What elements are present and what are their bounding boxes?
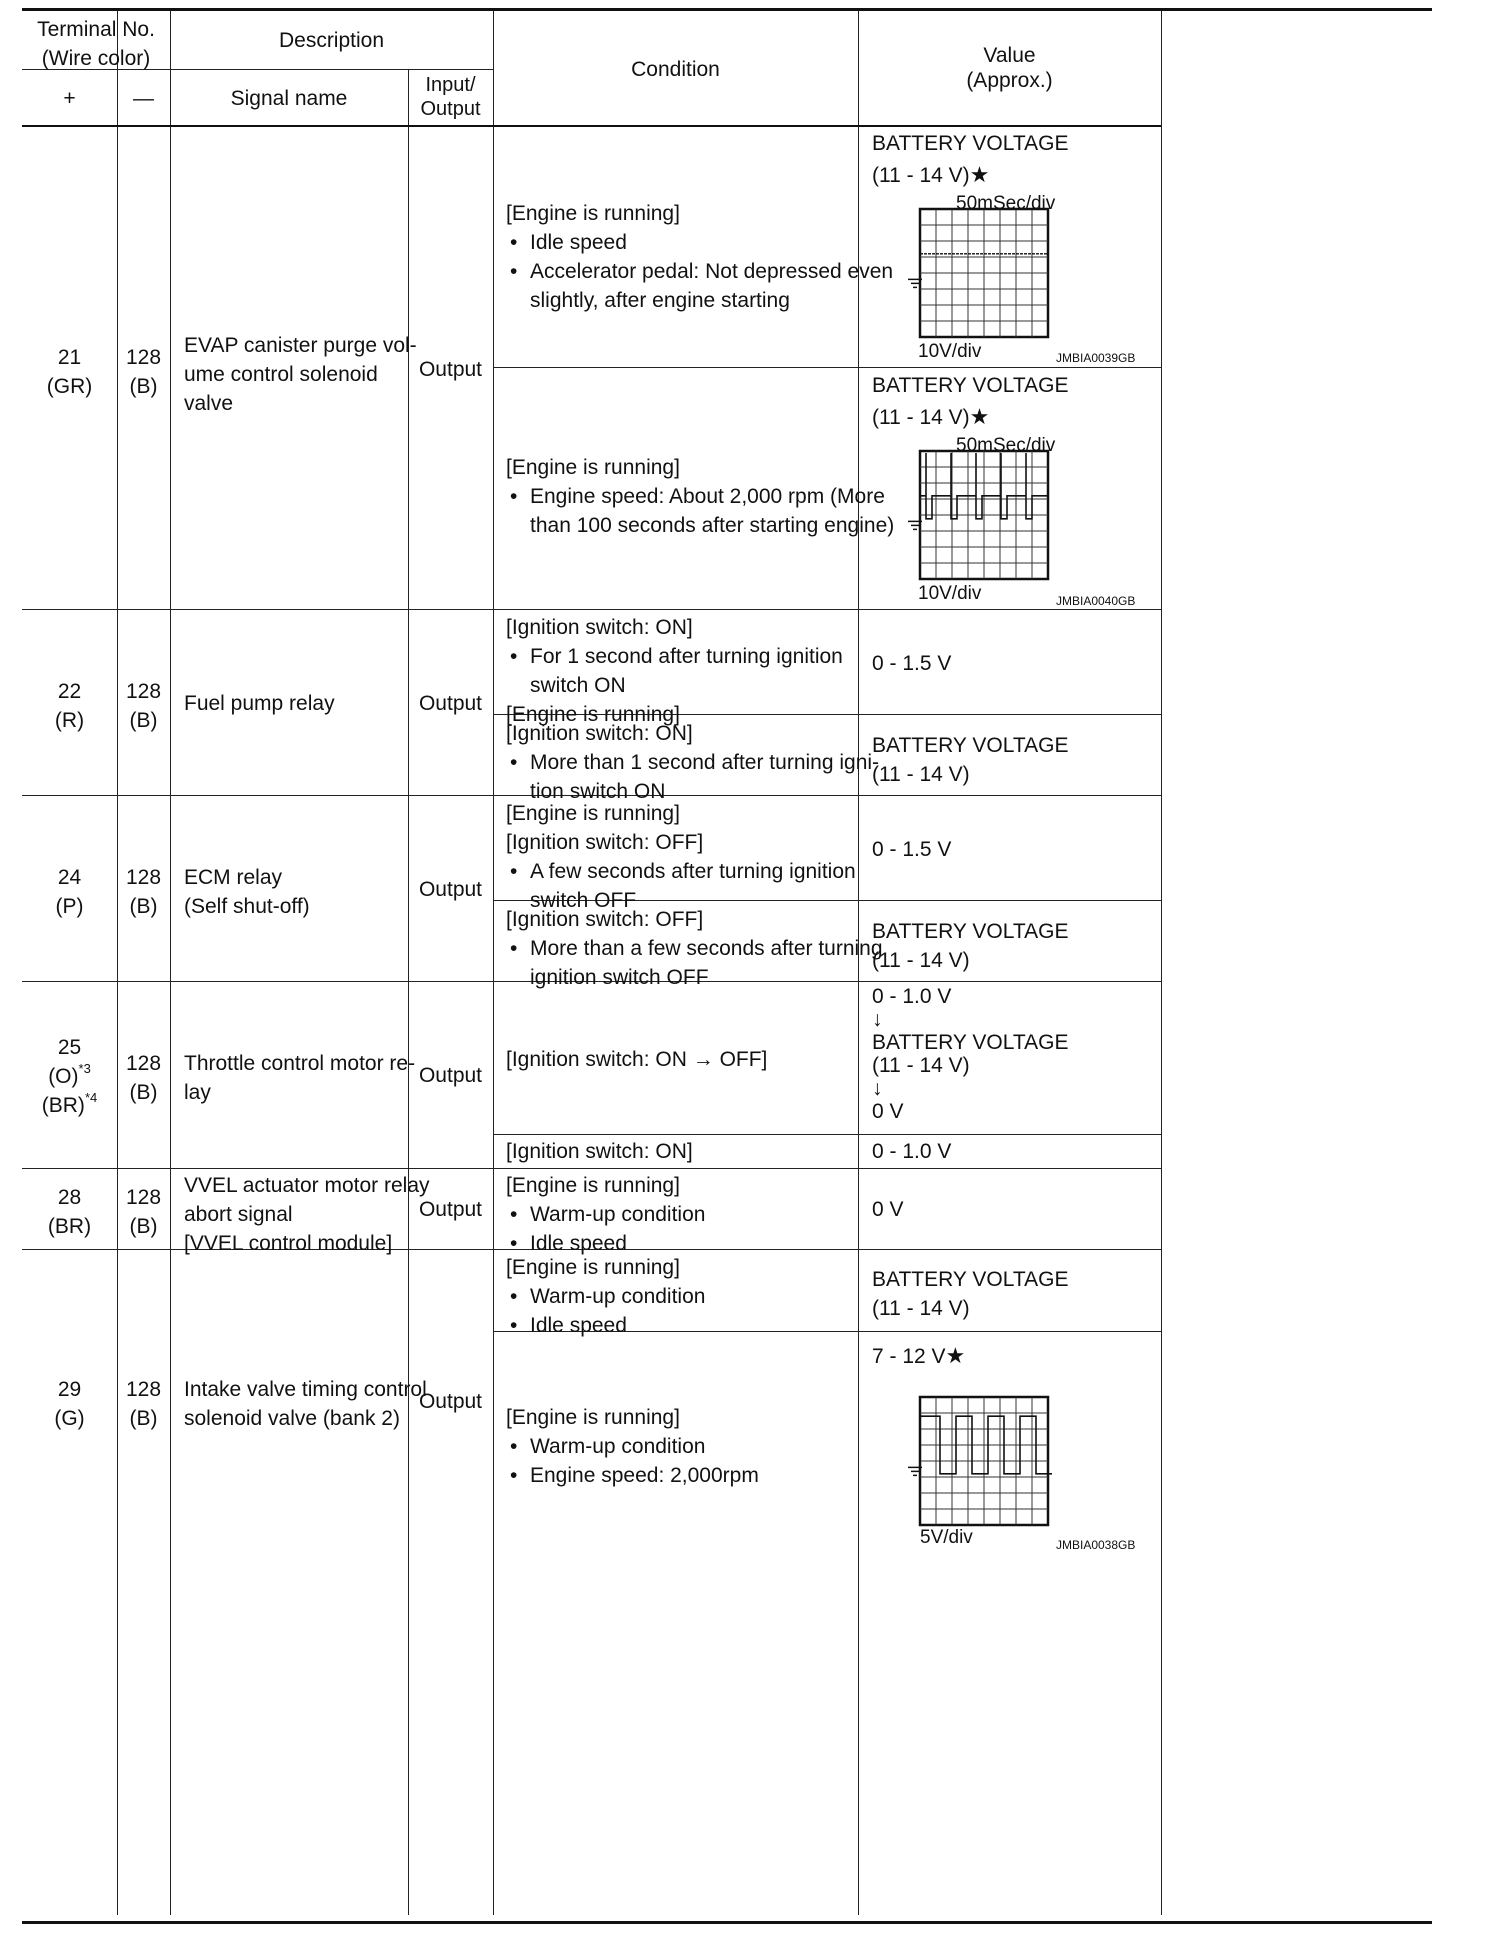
condition-item [506, 257, 893, 315]
condition-text: • A few seconds after turning ignition [530, 860, 856, 883]
condition-item [506, 482, 894, 540]
condition-text: • For 1 second after turning ignition [530, 645, 843, 668]
value [872, 1265, 1068, 1323]
value-line: (11 - 14 V) [872, 164, 970, 187]
header-plus: + [63, 87, 76, 110]
signal-line: valve [184, 392, 234, 415]
condition-list [506, 1282, 705, 1340]
terminal-number: 128 [125, 680, 162, 703]
terminal-plus [22, 343, 117, 401]
value: 0 - 1.0 V [872, 1140, 952, 1163]
condition-head: [Engine is running] [506, 456, 680, 479]
condition-item [506, 228, 893, 257]
value-line: (11 - 14 V) [872, 1297, 970, 1320]
header-minus: — [133, 87, 154, 110]
value-line: (11 - 14 V) [872, 406, 970, 429]
condition-text: Idle speed [530, 1232, 627, 1255]
terminal-number: 24 [57, 866, 82, 889]
signal-name [184, 1375, 427, 1433]
condition-list [506, 748, 879, 806]
condition-head: [Ignition switch: OFF] [506, 831, 704, 854]
signal-line: EVAP canister purge vol- [184, 334, 417, 357]
condition-item [506, 748, 879, 806]
header-terminal-label: Terminal No. [37, 18, 155, 41]
io-type: Output [418, 1390, 483, 1413]
volt-division: 10V/div [918, 583, 982, 604]
wire-color: (P) [55, 895, 84, 918]
signal-name [184, 1049, 415, 1107]
figure-code: JMBIA0038GB [1056, 1538, 1136, 1552]
wire-color: (B) [129, 709, 158, 732]
signal-line: (Self shut-off) [184, 895, 310, 918]
volt-division: 10V/div [918, 341, 982, 362]
value-line: BATTERY VOLTAGE [872, 1268, 1069, 1291]
signal-line: solenoid valve (bank 2) [184, 1407, 400, 1430]
condition [506, 199, 893, 315]
condition-head: [Engine is running] [506, 1174, 680, 1197]
wire-color: (B) [129, 1407, 158, 1430]
value: 0 - 1.5 V [872, 838, 952, 861]
arrow-down-icon: ↓ [872, 1008, 883, 1031]
header-terminal [22, 15, 170, 73]
condition-text: Warm-up condition [530, 1285, 706, 1308]
condition-list [506, 1200, 705, 1258]
header-value [858, 43, 1161, 93]
terminal-number: 128 [125, 1186, 162, 1209]
value-line: BATTERY VOLTAGE [872, 920, 1069, 943]
condition-list [506, 1432, 759, 1490]
signal-line: VVEL actuator motor relay [184, 1174, 430, 1197]
footnote-ref: *4 [84, 1090, 98, 1105]
star-icon: ★ [969, 162, 990, 187]
condition-item [506, 1461, 759, 1490]
condition-text: slightly, after engine starting [530, 289, 790, 312]
value-line: 7 - 12 V [872, 1345, 946, 1368]
terminal-minus [117, 343, 170, 401]
header-wire-color: (Wire color) [41, 47, 151, 70]
condition-text: ignition switch OFF [530, 966, 709, 989]
condition-list [506, 934, 883, 992]
terminal-plus [22, 1033, 117, 1120]
terminal-number: 25 [57, 1036, 82, 1059]
condition-text: Idle speed [530, 231, 627, 254]
header-bottom [22, 125, 1161, 127]
condition-list [506, 482, 894, 540]
condition-head: [Engine is running] [506, 703, 680, 726]
terminal-minus [117, 1049, 170, 1107]
value [872, 371, 1068, 432]
signal-line: ECM relay [184, 866, 283, 889]
terminal-plus [22, 1375, 117, 1433]
header-io [408, 73, 493, 121]
condition-text: • More than a few seconds after turning [530, 937, 883, 960]
time-division: 50mSec/div [956, 193, 1056, 214]
condition-text: Engine speed: 2,000rpm [530, 1464, 759, 1487]
signal-line: Throttle control motor re- [184, 1052, 416, 1075]
terminal-number: 128 [125, 1052, 162, 1075]
value: 0 - 1.5 V [872, 652, 952, 675]
wire-color: (BR) [41, 1094, 85, 1117]
condition-list [506, 642, 843, 700]
condition-text: switch ON [530, 674, 626, 697]
io-type: Output [418, 1064, 483, 1087]
terminal-minus [117, 677, 170, 735]
condition-text: Idle speed [530, 1314, 627, 1337]
condition-item [506, 1282, 705, 1311]
signal-line: [VVEL control module] [184, 1232, 393, 1255]
terminal-plus [22, 677, 117, 735]
terminal-number: 128 [125, 1378, 162, 1401]
terminal-number: 28 [57, 1186, 82, 1209]
wire-color: (B) [129, 895, 158, 918]
condition: [Ignition switch: ON → OFF] [506, 1048, 768, 1071]
header-description: Description [278, 29, 385, 52]
value [872, 917, 1068, 975]
condition-head: [Ignition switch: ON] [506, 722, 693, 745]
wire-color: (R) [54, 709, 85, 732]
terminal-table [22, 8, 1432, 1924]
value [872, 731, 1068, 789]
condition: [Ignition switch: ON] [506, 1140, 693, 1163]
condition [506, 613, 843, 729]
header-signal-name: Signal name [230, 87, 348, 110]
value [872, 985, 1068, 1123]
condition [506, 799, 856, 915]
condition [506, 1403, 759, 1490]
terminal-number: 22 [57, 680, 82, 703]
value-line: 0 - 1.0 V [872, 985, 952, 1008]
value-line: BATTERY VOLTAGE [872, 1031, 1069, 1054]
terminal-number: 21 [57, 346, 82, 369]
col-divider [493, 11, 494, 1915]
signal-line: ume control solenoid [184, 363, 378, 386]
figure-code: JMBIA0040GB [1056, 594, 1136, 608]
header-io-line2: Output [420, 98, 481, 120]
wire-color: (BR) [47, 1215, 92, 1238]
wire-color: (G) [54, 1407, 85, 1430]
condition-text: • Accelerator pedal: Not depressed even [530, 260, 894, 283]
condition-text: tion switch ON [530, 780, 666, 803]
signal-line: Intake valve timing control [184, 1378, 427, 1401]
condition-text: switch OFF [530, 889, 637, 912]
condition-text: • More than 1 second after turning igni- [530, 751, 880, 774]
header-io-line1: Input/ [425, 74, 476, 96]
value [872, 1341, 965, 1371]
io-type: Output [418, 1198, 483, 1221]
condition-head: [Engine is running] [506, 1406, 680, 1429]
wire-color: (B) [129, 375, 158, 398]
row-divider [22, 1168, 1161, 1169]
wire-color: (B) [129, 1081, 158, 1104]
condition-list [506, 228, 893, 315]
value: 0 V [872, 1198, 904, 1221]
col-divider [1161, 11, 1162, 1915]
wire-color: (GR) [46, 375, 93, 398]
terminal-number: 29 [57, 1378, 82, 1401]
condition [506, 453, 894, 540]
condition-item [506, 1432, 759, 1461]
signal-name: Fuel pump relay [184, 692, 335, 715]
condition-item [506, 934, 883, 992]
header-condition: Condition [631, 58, 720, 81]
value-line: BATTERY VOLTAGE [872, 734, 1069, 757]
value-line: BATTERY VOLTAGE [872, 374, 1069, 397]
signal-name [184, 331, 417, 418]
value [872, 129, 1068, 190]
signal-line: lay [184, 1081, 211, 1104]
io-type: Output [418, 358, 483, 381]
star-icon: ★ [945, 1343, 966, 1368]
value-line: (11 - 14 V) [872, 1054, 970, 1077]
value-line: BATTERY VOLTAGE [872, 132, 1069, 155]
value-line: (11 - 14 V) [872, 763, 970, 786]
condition-head: [Engine is running] [506, 802, 680, 825]
condition-head: [Engine is running] [506, 1256, 680, 1279]
value-line: 0 V [872, 1100, 904, 1123]
volt-division: 5V/div [920, 1527, 973, 1548]
condition-text: • Engine speed: About 2,000 rpm (More [530, 485, 885, 508]
terminal-plus [22, 863, 117, 921]
wire-color: (O) [48, 1065, 79, 1088]
condition-item [506, 1200, 705, 1229]
header-value-line1: Value [983, 44, 1036, 67]
subrow-divider [493, 1134, 1161, 1135]
signal-name [184, 1171, 430, 1258]
signal-name [184, 863, 310, 921]
terminal-number: 128 [125, 346, 162, 369]
condition [506, 1171, 705, 1258]
condition-head: [Ignition switch: ON] [506, 616, 693, 639]
time-division: 50mSec/div [956, 435, 1056, 456]
condition-head: [Ignition switch: OFF] [506, 908, 704, 931]
terminal-minus [117, 1183, 170, 1241]
col-divider [170, 11, 171, 1915]
col-divider [117, 11, 118, 1915]
io-type: Output [418, 692, 483, 715]
condition-item [506, 1311, 705, 1340]
condition-head: [Engine is running] [506, 202, 680, 225]
condition [506, 1253, 705, 1340]
condition [506, 905, 883, 992]
header-value-line2: (Approx.) [966, 69, 1053, 92]
condition-text: than 100 seconds after starting engine) [530, 514, 895, 537]
terminal-minus [117, 1375, 170, 1433]
value-line: (11 - 14 V) [872, 949, 970, 972]
io-type: Output [418, 878, 483, 901]
terminal-plus [22, 1183, 117, 1241]
arrow-down-icon: ↓ [872, 1077, 883, 1100]
condition-text: Warm-up condition [530, 1203, 706, 1226]
condition-item [506, 642, 843, 700]
condition [506, 719, 879, 806]
wire-color: (B) [129, 1215, 158, 1238]
signal-line: abort signal [184, 1203, 293, 1226]
star-icon: ★ [969, 404, 990, 429]
figure-code: JMBIA0039GB [1056, 351, 1136, 365]
terminal-number: 128 [125, 866, 162, 889]
condition-text: Warm-up condition [530, 1435, 706, 1458]
terminal-minus [117, 863, 170, 921]
footnote-ref: *3 [78, 1061, 91, 1076]
